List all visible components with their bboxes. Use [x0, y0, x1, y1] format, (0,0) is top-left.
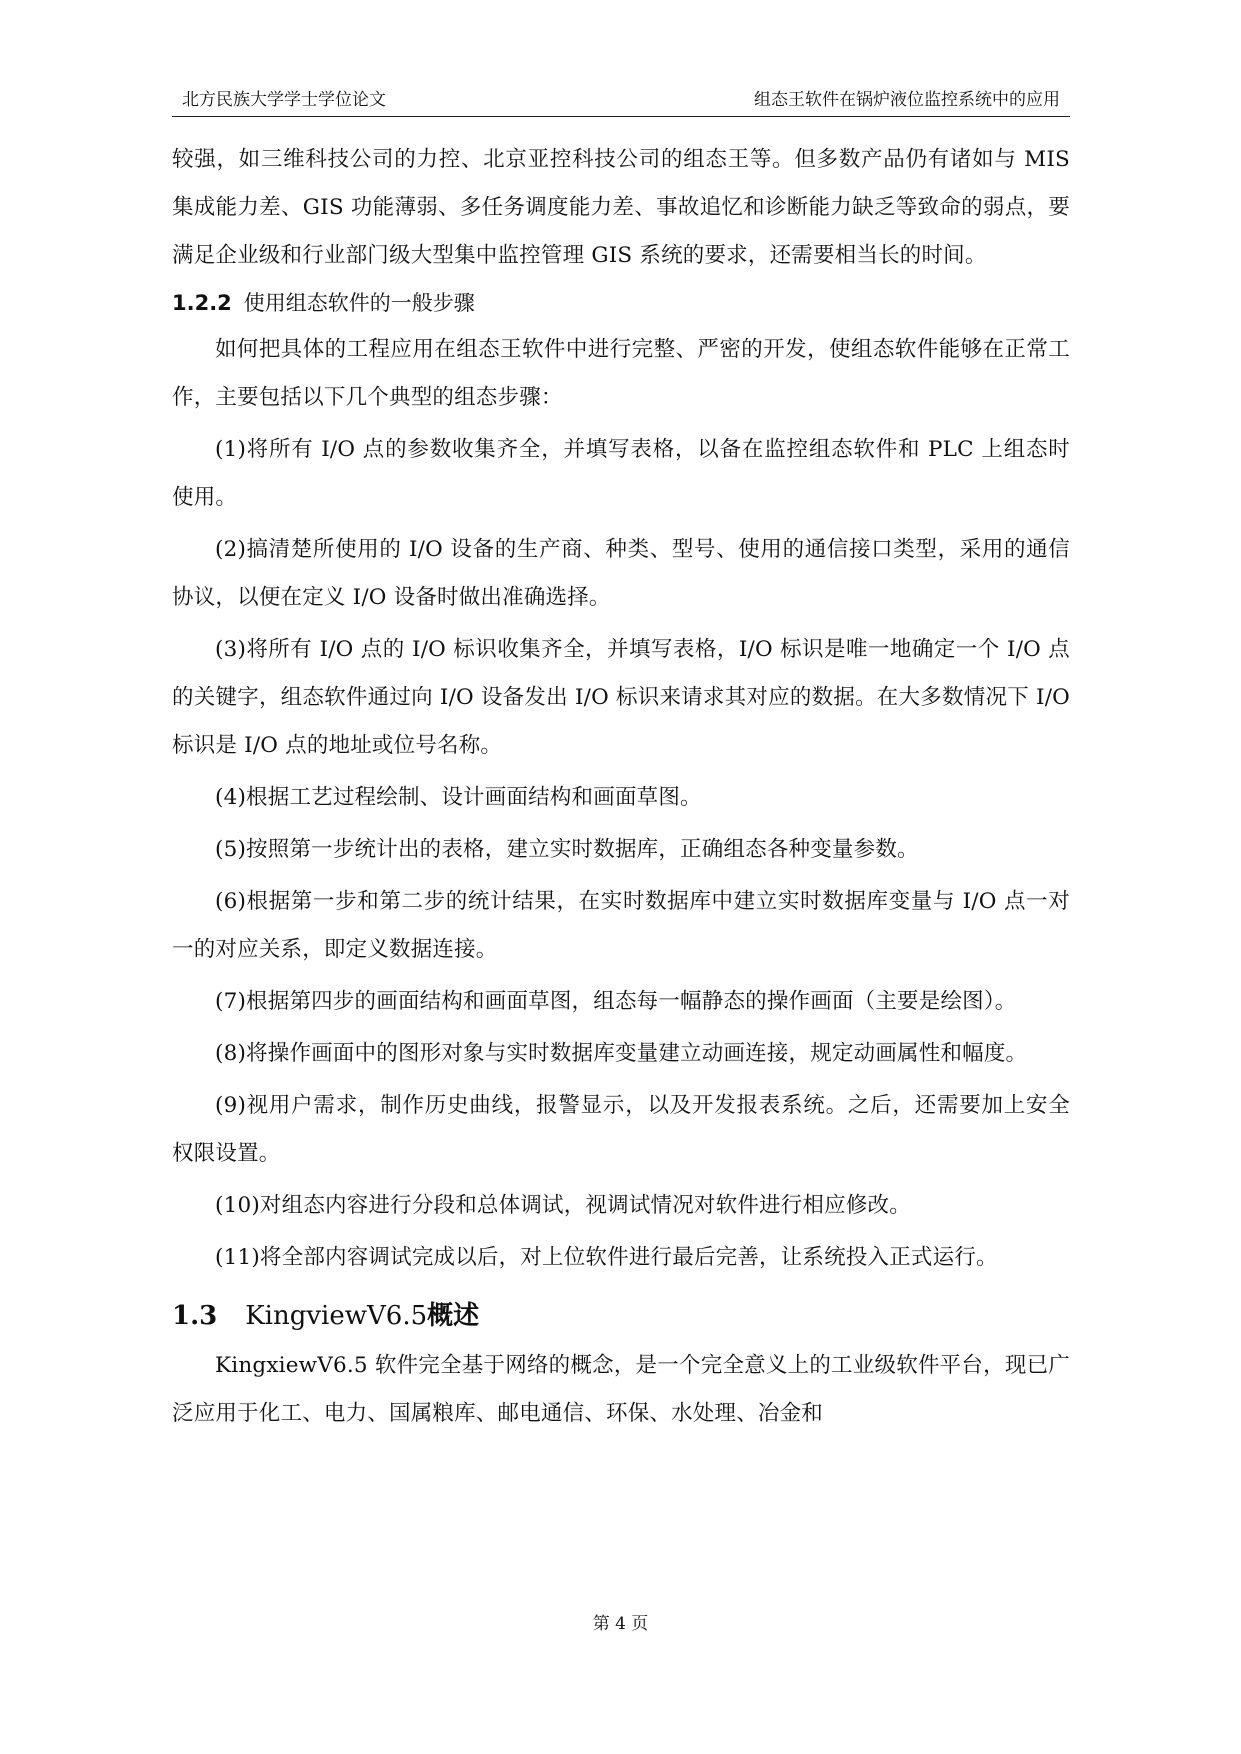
- step-item: (1)将所有 I/O 点的参数收集齐全，并填写表格，以备在监控组态软件和 PLC 上组态时使用。: [172, 437, 1070, 510]
- section-1-2-2-heading: [172, 280, 1070, 326]
- section-1-3-heading: [172, 1290, 1070, 1342]
- step-item: (2)搞清楚所使用的 I/O 设备的生产商、种类、型号、使用的通信接口类型，采用的通信协议，以便在定义 I/O 设备时做出准确选择。: [172, 537, 1070, 610]
- header-thesis-title: 北方民族大学学士学位论文: [182, 90, 386, 110]
- step-item: (4)根据工艺过程绘制、设计画面结构和画面草图。: [215, 785, 702, 810]
- step-item: (3)将所有 I/O 点的 I/O 标识收集齐全，并填写表格，I/O 标识是唯一地确定一个 I/O 点的关键字，组态软件通过向 I/O 设备发出 I/O 标识来请求其对应的数据。在大多数情况下 I/O 标识是 I/O 点的地址或位号名称。: [172, 637, 1070, 758]
- page-header: [172, 86, 1070, 117]
- intro-paragraph: 较强，如三维科技公司的力控、北京亚控科技公司的组态王等。但多数产品仍有诸如与 MIS 集成能力差、GIS 功能薄弱、多任务调度能力差、事故追忆和诊断能力缺乏等致命的弱点，要满足企业级和行业部门级大型集中监控管理 GIS 系统的要求，还需要相当长的时间。: [172, 147, 1070, 268]
- header-paper-title: 组态王软件在锅炉液位监控系统中的应用: [754, 90, 1060, 110]
- section-1-2-2-title: 使用组态软件的一般步骤: [243, 291, 475, 315]
- steps-lead-paragraph: 如何把具体的工程应用在组态王软件中进行完整、严密的开发，使组态软件能够在正常工作，主要包括以下几个典型的组态步骤：: [172, 337, 1070, 410]
- step-item: (10)对组态内容进行分段和总体调试，视调试情况对软件进行相应修改。: [215, 1193, 911, 1218]
- page-body: [172, 136, 1070, 1438]
- step-item: (7)根据第四步的画面结构和画面草图，组态每一幅静态的操作画面（主要是绘图）。: [215, 989, 1017, 1014]
- step-item: (11)将全部内容调试完成以后，对上位软件进行最后完善，让系统投入正式运行。: [215, 1245, 998, 1270]
- section-1-3-title-en: KingviewV6.5: [245, 1301, 428, 1331]
- step-item: (9)视用户需求，制作历史曲线，报警显示，以及开发报表系统。之后，还需要加上安全权限设置。: [172, 1093, 1070, 1166]
- step-item: (5)按照第一步统计出的表格，建立实时数据库，正确组态各种变量参数。: [215, 837, 919, 862]
- step-item: (6)根据第一步和第二步的统计结果，在实时数据库中建立实时数据库变量与 I/O 点一对一的对应关系，即定义数据连接。: [172, 889, 1070, 962]
- section-1-3-title-cn: 概述: [427, 1301, 480, 1331]
- section-1-3-number: 1.3: [172, 1301, 218, 1331]
- section-1-2-2-number: 1.2.2: [172, 291, 232, 315]
- section-1-3-body: KingxiewV6.5 软件完全基于网络的概念，是一个完全意义上的工业级软件平台，现已广泛应用于化工、电力、国属粮库、邮电通信、环保、水处理、冶金和: [172, 1353, 1070, 1426]
- step-item: (8)将操作画面中的图形对象与实时数据库变量建立动画连接，规定动画属性和幅度。: [215, 1041, 1028, 1066]
- page-number: 第 4 页: [592, 1614, 649, 1634]
